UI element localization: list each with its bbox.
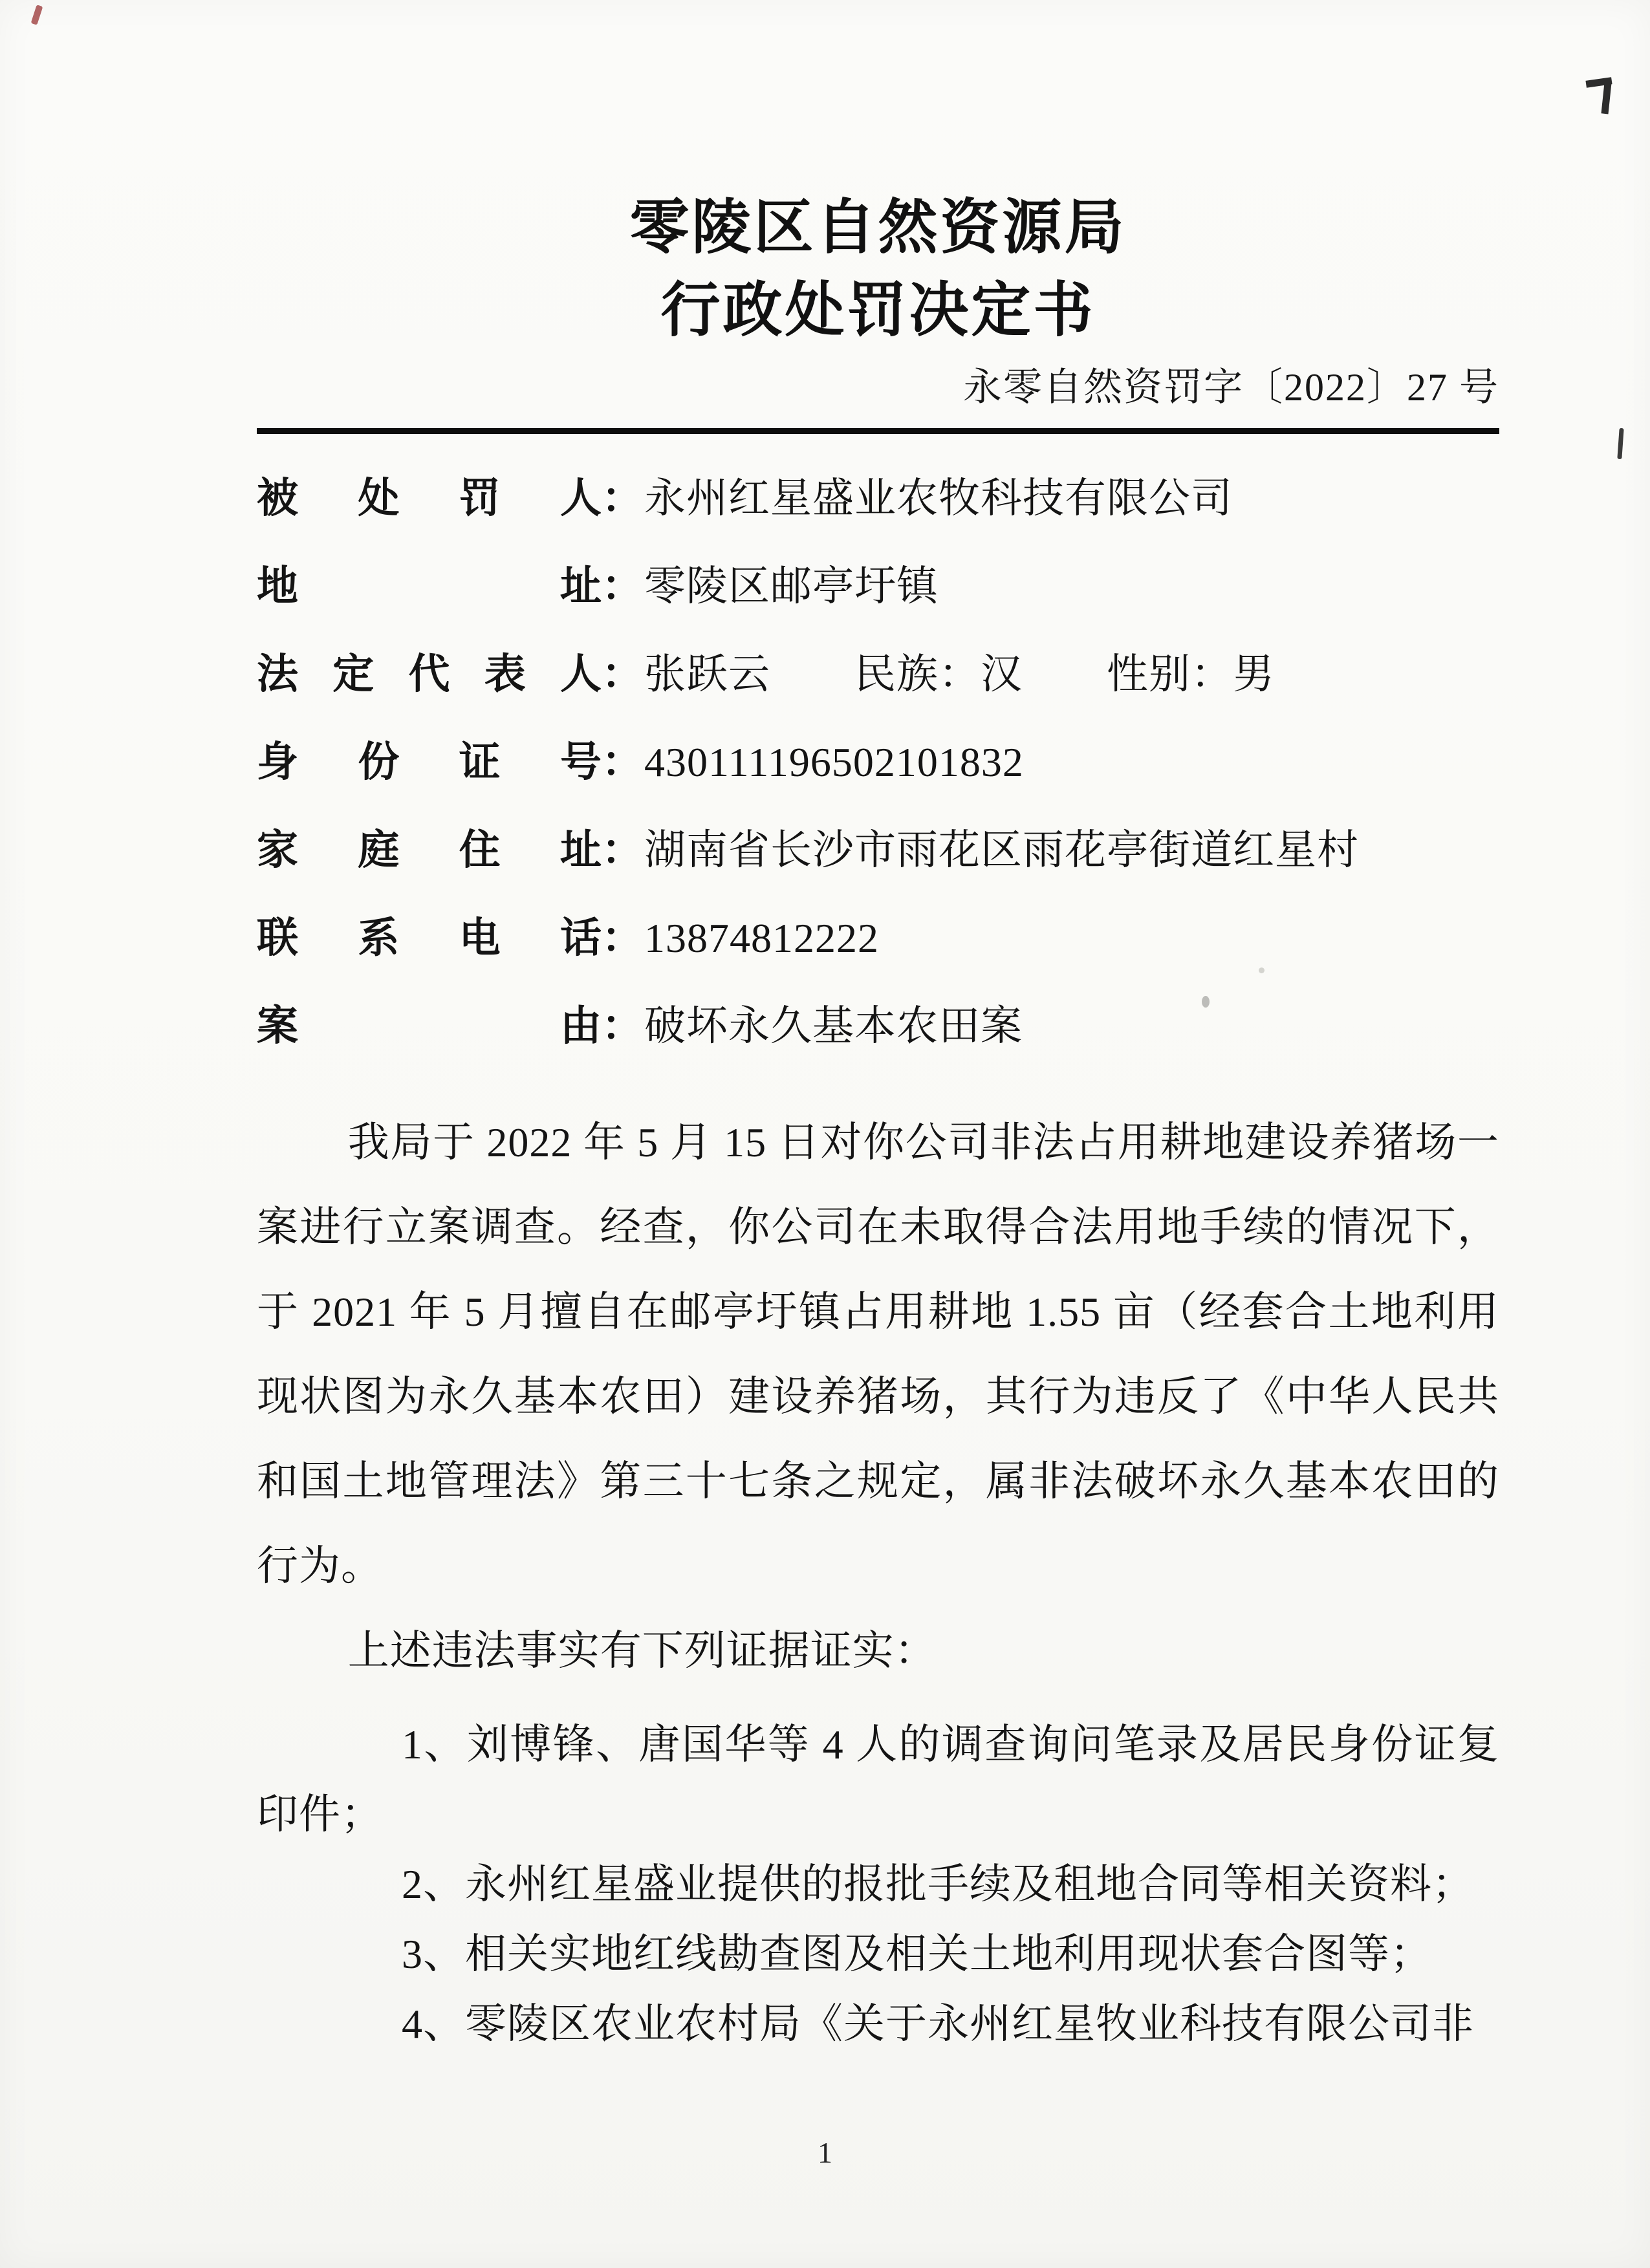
document-title-line2: 行政处罚决定书 (660, 277, 1096, 343)
field-colon: ： (602, 651, 643, 697)
evidence-item-1: 1、刘博锋、唐国华等 4 人的调查询问笔录及居民身份证复印件； (257, 1722, 1499, 1837)
field-row-home-address (257, 806, 1499, 894)
field-row-punished-party (257, 455, 1499, 543)
field-label: 联系电话 (257, 915, 602, 961)
field-colon: ： (602, 827, 643, 873)
field-value: 零陵区邮亭圩镇 (644, 563, 939, 609)
field-colon: ： (602, 563, 643, 609)
fields-section (257, 455, 1499, 1070)
scan-artifact-speck (1202, 996, 1210, 1008)
field-label: 案由 (257, 1003, 602, 1049)
field-value: 永州红星盛业农牧科技有限公司 (644, 475, 1233, 521)
scan-artifact-red-mark (31, 5, 43, 25)
body-paragraph-findings: 我局于 2022 年 5 月 15 日对你公司非法占用耕地建设养猪场一案进行立案调查。经查，你公司在未取得合法用地手续的情况下，于 2021 年 5 月擅自在邮亭圩镇占用耕地 1.55 亩（经套合土地利用现状图为永久基本农田）建设养猪场，其行为违反了《中华人民共和国土地管理法》第三十七条之规定，属非法破坏永久基本农田的行为。 (257, 1119, 1499, 1589)
body-paragraph-evidence-intro: 上述违法事实有下列证据证实： (347, 1628, 937, 1674)
field-colon: ： (602, 475, 643, 521)
field-colon: ： (602, 1003, 643, 1049)
evidence-item-4: 4、零陵区农业农村局《关于永州红星牧业科技有限公司非 (402, 2001, 1474, 2047)
field-value: 破坏永久基本农田案 (644, 1003, 1023, 1049)
evidence-item-3: 3、相关实地红线勘查图及相关土地利用现状套合图等； (402, 1931, 1432, 1977)
scan-artifact-edge-dash (1617, 428, 1623, 459)
field-value: 430111196502101832 (644, 739, 1024, 785)
field-label: 地址 (257, 563, 602, 609)
field-label: 家庭住址 (257, 827, 602, 873)
field-colon: ： (602, 915, 643, 961)
divider-rule (257, 428, 1499, 434)
field-colon: ： (602, 739, 643, 785)
field-label: 法定代表人 (257, 651, 602, 697)
field-row-address (257, 543, 1499, 631)
field-row-case-cause (257, 982, 1499, 1070)
field-value: 13874812222 (644, 915, 879, 961)
scan-artifact-corner-mark (1601, 83, 1612, 114)
page-number: 1 (818, 2136, 832, 2169)
field-label: 被处罚人 (257, 475, 602, 521)
field-row-id-number (257, 718, 1499, 806)
document-title-line1: 零陵区自然资源局 (629, 195, 1127, 261)
document-number: 永零自然资罚字〔2022〕27 号 (963, 366, 1499, 409)
field-label: 身份证号 (257, 739, 602, 785)
field-value: 张跃云 民族：汉 性别：男 (644, 651, 1275, 697)
field-row-legal-representative (257, 631, 1499, 718)
evidence-item-2: 2、永州红星盛业提供的报批手续及租地合同等相关资料； (402, 1861, 1474, 1907)
scan-artifact-speck (1259, 967, 1265, 973)
field-row-phone (257, 894, 1499, 982)
field-value: 湖南省长沙市雨花区雨花亭街道红星村 (644, 827, 1359, 873)
